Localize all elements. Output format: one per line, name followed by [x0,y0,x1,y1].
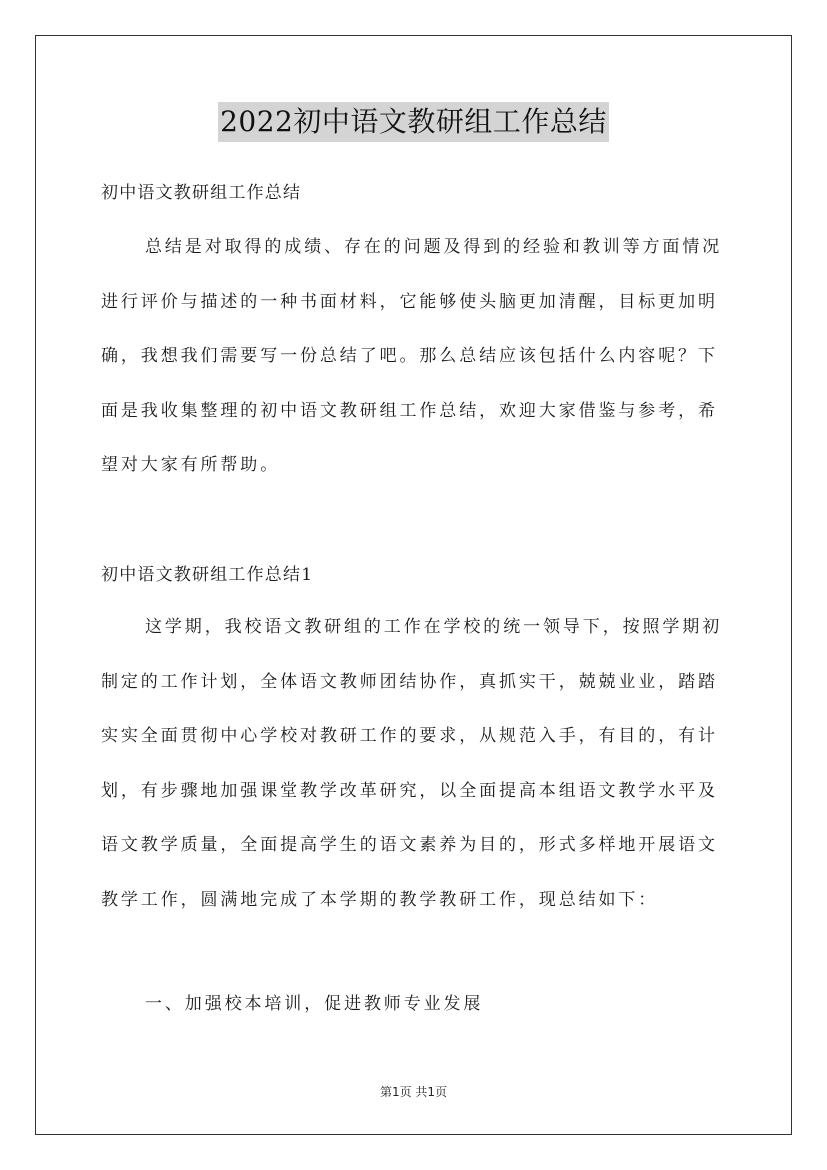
page-footer: 第1页 共1页 [379,1085,448,1099]
section-paragraph: 这学期，我校语文教研组的工作在学校的统一领导下，按照学期初制定的工作计划，全体语文教师团结协作，真抓实干，兢兢业业，踏踏实实全面贯彻中心学校对教研工作的要求，从规范入手，有目的，有计划，有步骤地加强课堂教学改革研究，以全面提高本组语文教学水平及语文教学质量，全面提高学生的语文素养为目的，形式多样地开展语文教学工作，圆满地完成了本学期的教学教研工作，现总结如下： [101,617,723,910]
intro-heading: 初中语文教研组工作总结 [101,183,302,203]
section-heading: 初中语文教研组工作总结1 [101,565,314,585]
point-heading-1: 一、加强校本培训，促进教师专业发展 [145,994,484,1014]
document-title: 2022初中语文教研组工作总结 [218,102,609,142]
intro-paragraph: 总结是对取得的成绩、存在的问题及得到的经验和教训等方面情况进行评价与描述的一种书面材料，它能够使头脑更加清醒，目标更加明确，我想我们需要写一份总结了吧。那么总结应该包括什么内容呢？下面是我收集整理的初中语文教研组工作总结，欢迎大家借鉴与参考，希望对大家有所帮助。 [101,237,723,475]
title-container [0,102,827,142]
